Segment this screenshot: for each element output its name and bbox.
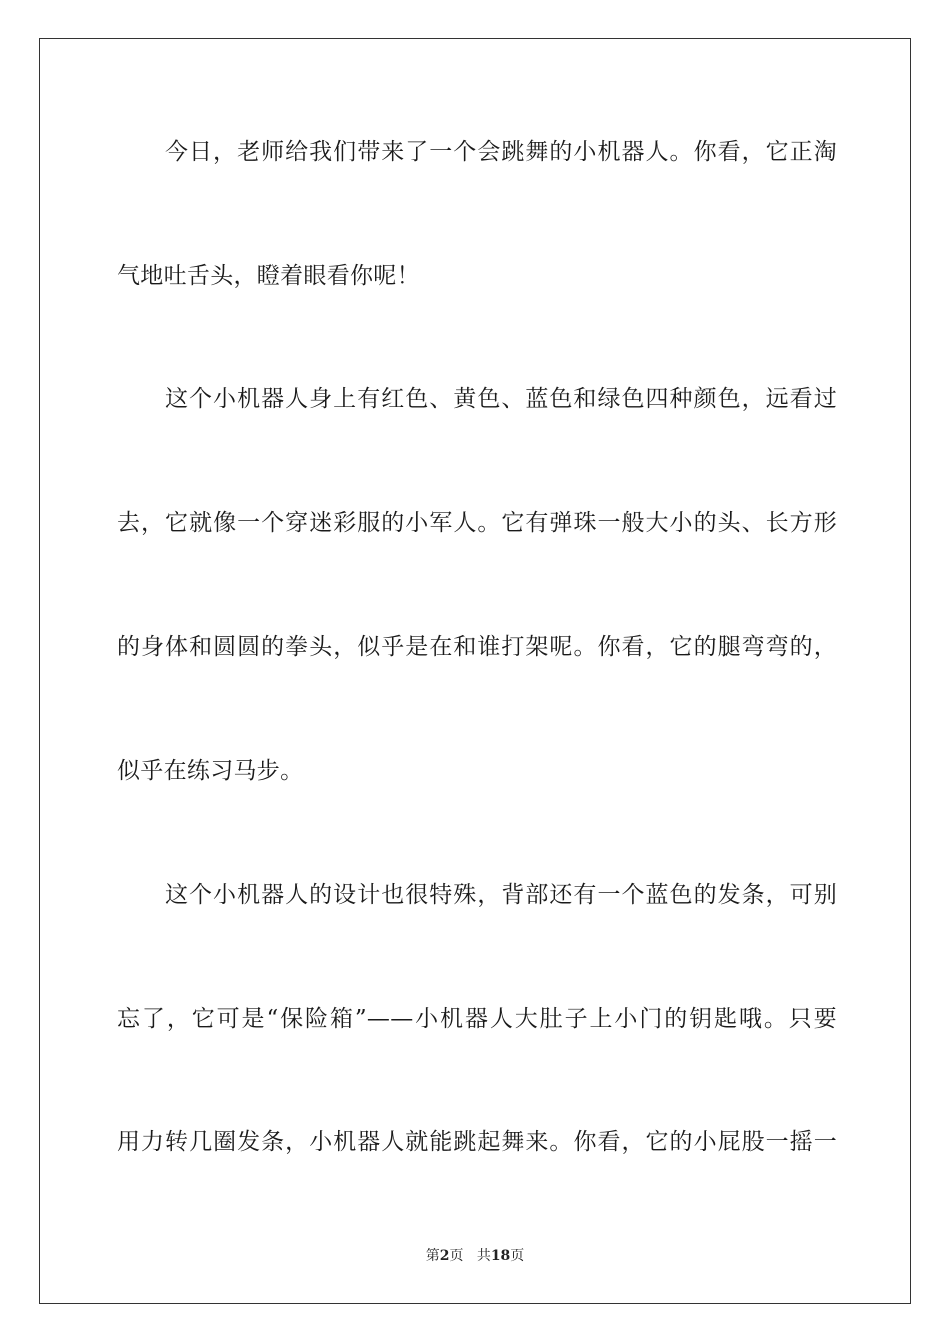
paragraph-2-line-4: 似乎在练习马步。: [117, 758, 304, 784]
page-border: [39, 38, 911, 1304]
footer-page-number: 2: [439, 1248, 450, 1264]
paragraph-2-line-1: 这个小机器人身上有红色、黄色、蓝色和绿色四种颜色，远看过: [165, 386, 837, 412]
paragraph-2-line-2: 去，它就像一个穿迷彩服的小军人。它有弹珠一般大小的头、长方形: [117, 510, 837, 536]
paragraph-2-line-3: 的身体和圆圆的拳头，似乎是在和谁打架呢。你看，它的腿弯弯的，: [117, 634, 837, 660]
paragraph-1-line-1: 今日，老师给我们带来了一个会跳舞的小机器人。你看，它正淘: [165, 139, 837, 165]
footer-page-suffix: 页: [449, 1248, 464, 1264]
page-footer: [0, 1247, 950, 1265]
footer-total-prefix: 共: [476, 1248, 491, 1264]
footer-total-pages: 18: [490, 1248, 511, 1264]
paragraph-3-line-2: 忘了，它可是“保险箱”——小机器人大肚子上小门的钥匙哦。只要: [117, 1006, 837, 1032]
paragraph-1-line-2: 气地吐舌头，瞪着眼看你呢！: [117, 263, 420, 289]
footer-page-prefix: 第: [425, 1248, 440, 1264]
paragraph-3-line-3: 用力转几圈发条，小机器人就能跳起舞来。你看，它的小屁股一摇一: [117, 1129, 837, 1155]
footer-total-suffix: 页: [510, 1248, 525, 1264]
paragraph-3-line-1: 这个小机器人的设计也很特殊，背部还有一个蓝色的发条，可别: [165, 882, 837, 908]
